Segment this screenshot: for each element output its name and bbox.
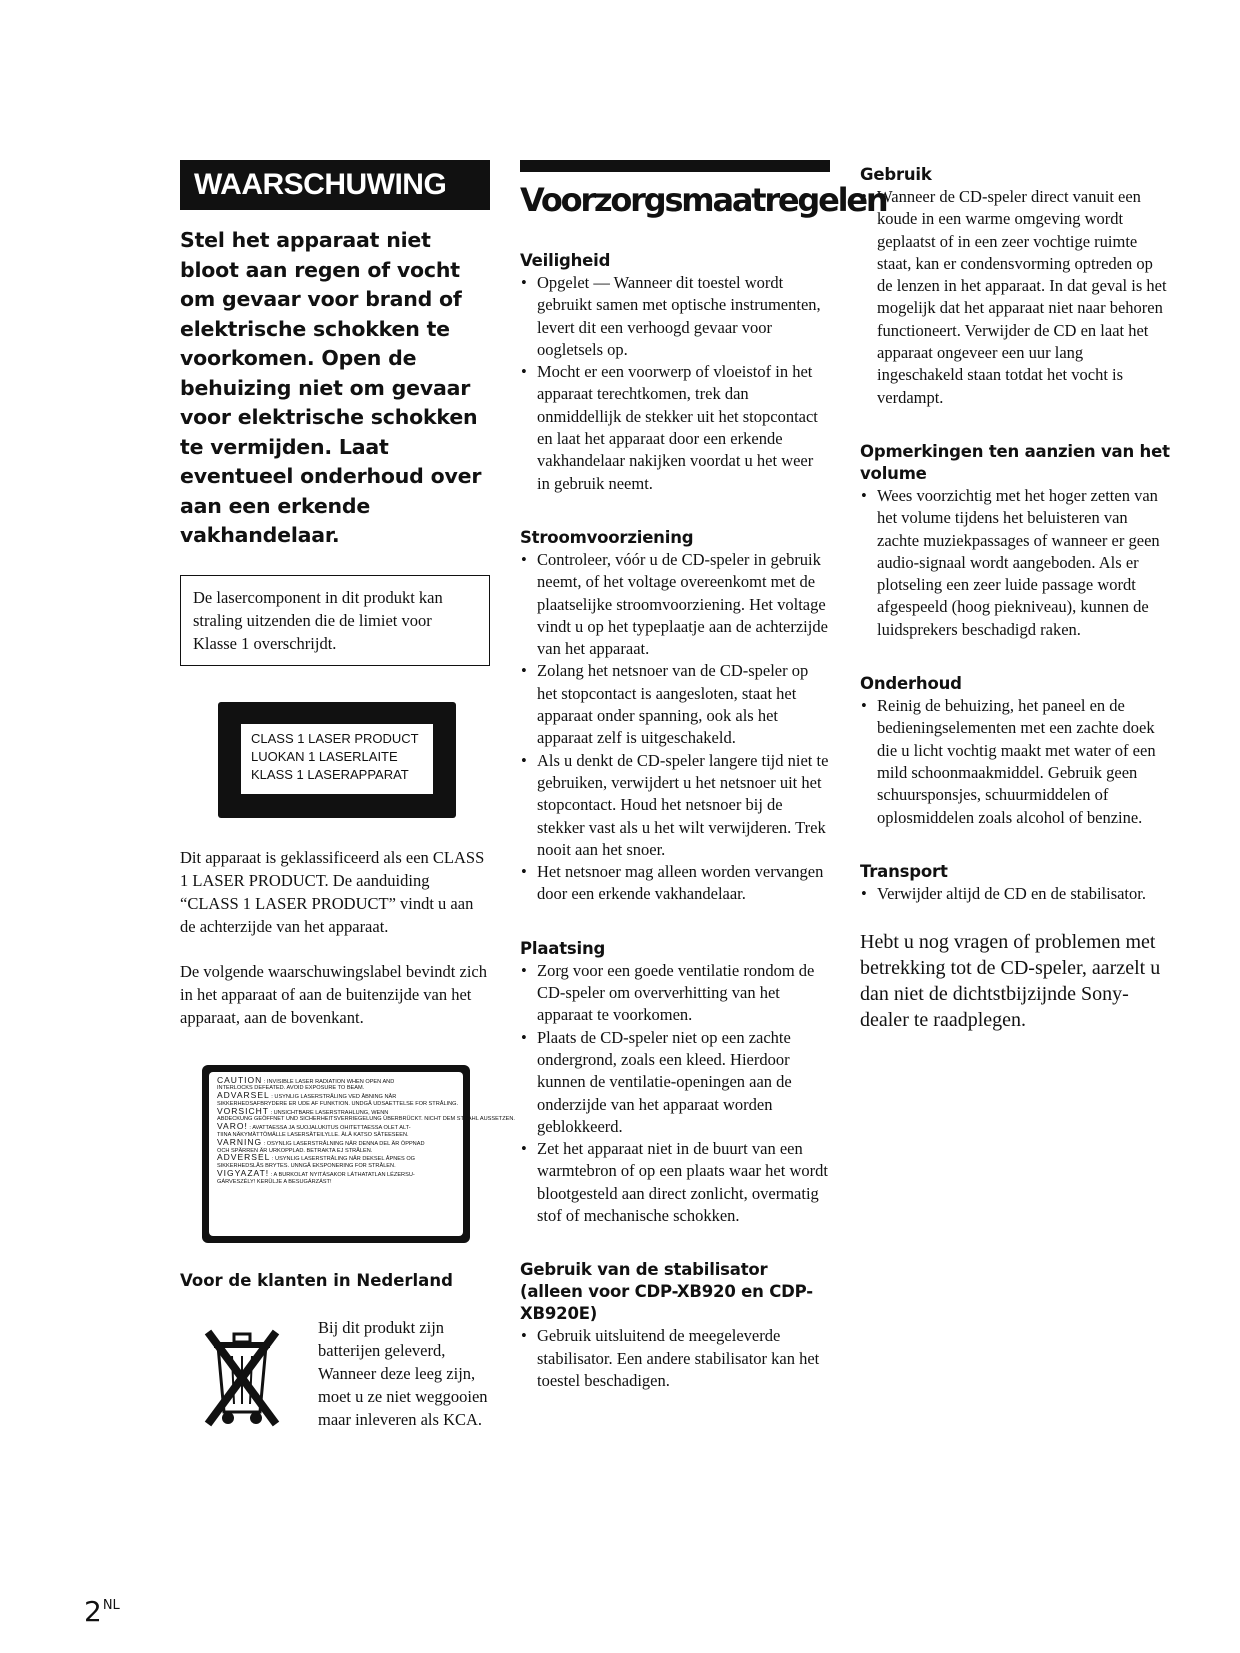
caution-text: : USYNLIG LASERSTRÅLING VED ÅBNING NÅR	[271, 1094, 397, 1101]
caution-label-inner	[209, 1072, 515, 1236]
section-heading: Onderhoud	[860, 674, 962, 694]
bullet-list	[860, 485, 1170, 641]
bullet-item: • Zorg voor een goede ventilatie rondom de CD-speler om oververhitting van het apparaat te voorkomen.	[520, 960, 830, 1027]
caution-label	[202, 1065, 515, 1243]
caution-word: VARNING	[217, 1136, 263, 1147]
class1-laser-label-inner	[241, 724, 433, 794]
laser-notice-box: De lasercomponent in dit produkt kan straling uitzenden die de limiet voor Klasse 1 overschrijdt.	[180, 575, 490, 666]
section	[860, 164, 1170, 409]
page-number	[84, 1595, 120, 1628]
laser-label-line: CLASS 1 LASER PRODUCT	[251, 730, 419, 746]
bullet-item: • Mocht er een voorwerp of vloeistof in het apparaat terechtkomen, trek dan onmiddellijk de stekker uit het stopcontact en laat het apparaat door een erkende vakhandelaar nakijken voordat u het weer in gebruik neemt.	[520, 361, 830, 495]
laser-label-line: KLASS 1 LASERAPPARAT	[251, 766, 409, 782]
section	[520, 1259, 830, 1392]
bullet-list	[520, 960, 830, 1228]
caution-text: : USYNLIG LASERSTRÅLING NÅR DEKSEL ÅPNES OG	[271, 1156, 416, 1163]
right-column	[860, 164, 1170, 1033]
section-heading: Plaatsing	[520, 938, 606, 958]
section	[520, 527, 830, 906]
bullet-item: • Plaats de CD-speler niet op een zachte ondergrond, zoals een kleed. Hierdoor kunnen de ventilatie-openingen aan de onderzijde van het apparaat worden geblokkeerd.	[520, 1027, 830, 1138]
caution-text-continued: OCH SPÄRREN ÄR URKOPPLAD. BETRAKTA EJ STRÅLEN.	[217, 1147, 373, 1154]
crossed-bin-icon	[204, 1320, 280, 1430]
laser-label-line: LUOKAN 1 LASERLAITE	[251, 748, 398, 764]
caution-text-continued: TIINA NÄKYMÄTTÖMÄLLE LASERSÄTEILYLLE. ÄLÄ KATSO SÄTEESEEN.	[217, 1132, 409, 1139]
caution-text-continued: SIKKERHEDSAFBRYDERE ER UDE AF FUNKTION. UNDGÅ UDSAETTELSE FOR STRÅLING.	[217, 1100, 459, 1107]
caution-text-continued: GÁRVESZÉLY! KERÜLJE A BESUGÁRZÁST!	[217, 1178, 332, 1185]
closing-text: Hebt u nog vragen of problemen met betrekking tot de CD-speler, aarzelt u dan niet de dichtstbijzijnde Sony-dealer te raadplegen.	[860, 931, 1161, 1032]
caution-line	[217, 1123, 455, 1132]
caution-text: : A BURKOLAT NYITÁSAKOR LÁTHATATLAN LÉZERSU-	[270, 1172, 415, 1179]
class1-laser-label	[218, 702, 456, 818]
section-heading: Gebruik van de stabilisator (alleen voor CDP-XB920 en CDP-XB920E)	[520, 1260, 813, 1324]
warning-title: WAARSCHUWING	[180, 160, 490, 210]
section-heading: Gebruik	[860, 165, 932, 184]
caution-word: CAUTION	[217, 1074, 263, 1085]
bullet-item: • Verwijder altijd de CD en de stabilisator.	[860, 883, 1170, 905]
bullet-item: • Wees voorzichtig met het hoger zetten van het volume tijdens het beluisteren van zachte muziekpassages of wanneer er geen audio-signaal wordt aangeboden. Als er plotseling een zeer luide passage wordt afgespeeld (hoog piekniveau), kunnen de luidsprekers beschadigd raken.	[860, 485, 1170, 641]
middle-column	[520, 160, 887, 1392]
page-title: Voorzorgsmaatregelen	[520, 181, 887, 219]
caution-word: VIGYAZAT!	[217, 1168, 270, 1179]
caution-line	[217, 1136, 455, 1148]
bullet-list	[860, 695, 1170, 829]
section	[860, 861, 1170, 905]
caution-line	[217, 1154, 455, 1163]
bullet-item: • Zolang het netsnoer van de CD-speler op het stopcontact is aangesloten, staat het apparaat onder spanning, ook als het apparaat zelf is uitgeschakeld.	[520, 660, 830, 749]
caution-word: VARO!	[217, 1121, 248, 1132]
page-number-suffix: NL	[102, 1598, 120, 1613]
section-heading: Opmerkingen ten aanzien van het volume	[860, 441, 1170, 483]
page-number-value: 2	[84, 1595, 102, 1628]
caution-word: ADVERSEL	[217, 1152, 271, 1163]
usage-sections	[860, 164, 1170, 905]
battery-notice	[180, 1306, 490, 1456]
bullet-item: • Als u denkt de CD-speler langere tijd niet te gebruiken, verwijdert u het netsnoer uit het stopcontact. Houd het netsnoer bij de stekker vast als u het wilt verwijderen. Trek nooit aan het snoer.	[520, 750, 830, 861]
caution-text-continued: SIKKERHEDSLÅS BRYTES. UNNGÅ EKSPONERING FOR STRÅLEN.	[217, 1163, 396, 1170]
battery-text: Bij dit produkt zijn batterijen geleverd, Wanneer deze leeg zijn, moet u ze niet weggooien maar inleveren als KCA.	[318, 1317, 488, 1429]
bullet-list	[520, 1325, 830, 1392]
caution-text-continued: INTERLOCKS DEFEATED. AVOID EXPOSURE TO BEAM.	[217, 1085, 365, 1092]
caution-line	[217, 1170, 455, 1179]
caution-text: : INVISIBLE LASER RADIATION WHEN OPEN AND	[263, 1078, 395, 1085]
bullet-item: • Controleer, vóór u de CD-speler in gebruik neemt, of het voltage overeenkomt met de plaatselijke stroomvoorziening. Het voltage vindt u op het typeplaatje aan de achterzijde van het apparaat.	[520, 549, 830, 660]
section	[860, 673, 1170, 829]
section-heading: Veiligheid	[520, 251, 611, 270]
bullet-item: • Zet het apparaat niet in de buurt van een warmtebron of op een plaats waar het wordt blootgesteld aan direct zonlicht, overmatig stof of mechanische schokken.	[520, 1138, 830, 1227]
netherlands-heading: Voor de klanten in Nederland	[180, 1270, 453, 1290]
section	[520, 250, 830, 495]
bullet-item: • Het netsnoer mag alleen worden vervangen door een erkende vakhandelaar.	[520, 861, 830, 906]
bullet-list	[860, 883, 1170, 905]
warning-label-paragraph: De volgende waarschuwingslabel bevindt zich in het apparaat of aan de buitenzijde van het apparaat, aan de bovenkant.	[180, 961, 487, 1027]
bullet-item: • Reinig de behuizing, het paneel en de bedieningselementen met een zachte doek die u licht vochtig maakt met water of een mild schoonmaakmiddel. Gebruik geen schuursponsjes, schuurmiddelen of oplosmiddelen zoals alcohol of benzine.	[860, 695, 1170, 829]
title-block	[520, 160, 887, 220]
caution-text: : OSYNLIG LASERSTRÅLNING NÄR DENNA DEL ÄR ÖPPNAD	[263, 1140, 425, 1147]
section-heading: Stroomvoorziening	[520, 527, 694, 547]
caution-text: : UNSICHTBARE LASERSTRAHLUNG, WENN	[270, 1109, 389, 1116]
precaution-sections	[520, 250, 830, 1392]
bullet-list	[520, 272, 830, 495]
bullet-item: • Gebruik uitsluitend de meegeleverde stabilisator. Een andere stabilisator kan het toestel beschadigen.	[520, 1325, 830, 1392]
caution-text: : AVATTAESSA JA SUOJALUKITUS OHITETTAESSA OLET ALT-	[249, 1125, 411, 1132]
bullet-item: • Opgelet — Wanneer dit toestel wordt gebruikt samen met optische instrumenten, levert dit een verhoogd gevaar voor oogletsels op.	[520, 272, 830, 361]
section-heading: Transport	[860, 861, 948, 881]
bullet-item: • Wanneer de CD-speler direct vanuit een koude in een warme omgeving wordt geplaatst of in een zeer vochtige ruimte staat, kan er condensvorming optreden op de lenzen in het apparaat. In dat geval is het mogelijk dat het apparaat niet naar behoren functioneert. Verwijder de CD en laat het apparaat ongeveer een uur lang ingeschakeld staan totdat het vocht is verdampt.	[860, 186, 1170, 409]
bullet-list	[860, 186, 1170, 409]
section	[520, 938, 830, 1228]
left-column	[180, 160, 515, 1456]
bullet-list	[520, 549, 830, 906]
classification-paragraph: Dit apparaat is geklassificeerd als een CLASS 1 LASER PRODUCT. De aanduiding “CLASS 1 LASER PRODUCT” vindt u aan de achterzijde van het apparaat.	[180, 847, 485, 936]
caution-line	[217, 1092, 455, 1101]
caution-text-continued: ABDECKUNG GEÖFFNET UND SICHERHEITSVERRIEGELUNG ÜBERBRÜCKT. NICHT DEM STRAHL AUSSETZEN.	[217, 1116, 515, 1123]
section	[860, 441, 1170, 641]
warning-text: Stel het apparaat niet bloot aan regen of vocht om gevaar voor brand of elektrische schokken te voorkomen. Open de behuizing niet om gevaar voor elektrische schokken te vermijden. Laat eventueel onderhoud over aan een erkende vakhandelaar.	[180, 228, 482, 547]
caution-line	[217, 1074, 455, 1086]
caution-word: VORSICHT	[217, 1105, 269, 1116]
caution-word: ADVARSEL	[217, 1090, 270, 1101]
